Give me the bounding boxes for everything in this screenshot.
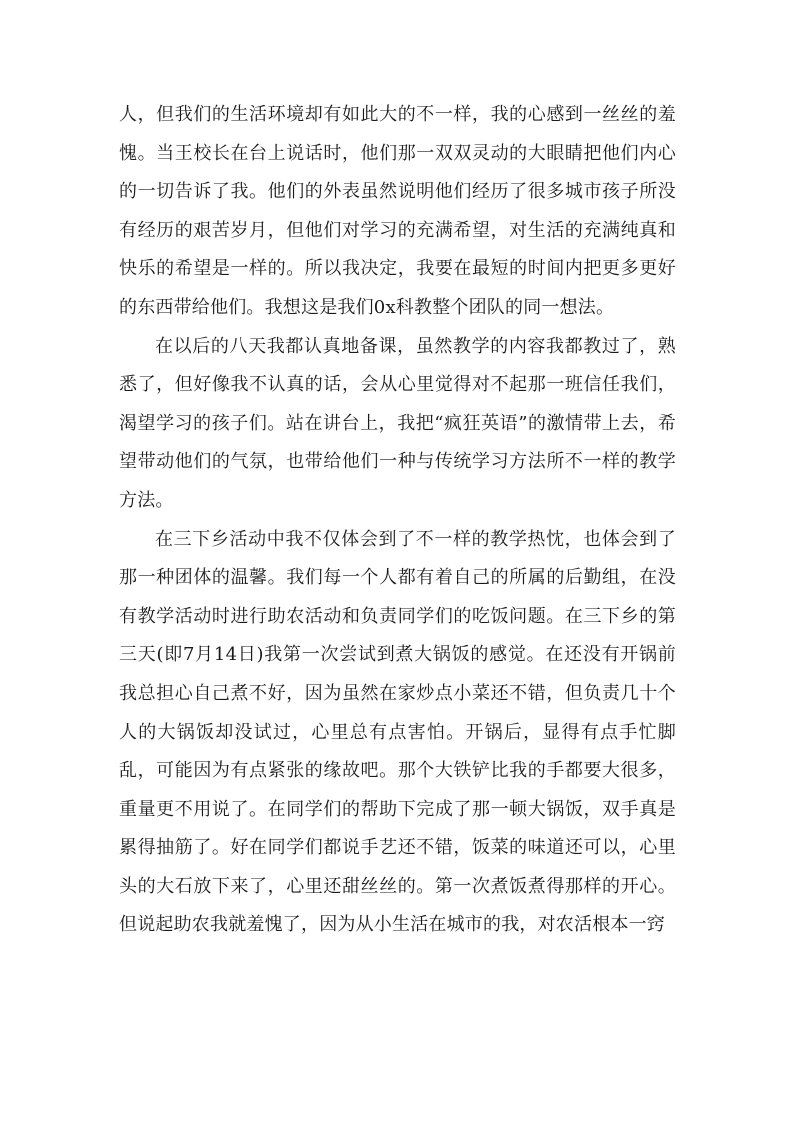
paragraph-1: 人，但我们的生活环境却有如此大的不一样，我的心感到一丝丝的羞愧。当王校长在台上说话时，他们那一双双灵动的大眼睛把他们内心的一切告诉了我。他们的外表虽然说明他们经历了很多城市孩子所没有经历的艰苦岁月，但他们对学习的充满希望，对生活的充满纯真和快乐的希望是一样的。所以我决定，我要在最短的时间内把更多更好的东西带给他们。我想这是我们0x科教整个团队的同一想法。 bbox=[119, 104, 676, 318]
paragraph-2: 在以后的八天我都认真地备课，虽然教学的内容我都教过了，熟悉了，但好像我不认真的话，会从心里觉得对不起那一班信任我们，渴望学习的孩子们。站在讲台上，我把“疯狂英语”的激情带上去，希望带动他们的气氛，也带给他们一种与传统学习方法所不一样的教学方法。 bbox=[119, 335, 676, 511]
paragraph-3: 在三下乡活动中我不仅体会到了不一样的教学热忱，也体会到了那一种团体的温馨。我们每一个人都有着自己的所属的后勤组，在没有教学活动时进行助农活动和负责同学们的吃饭问题。在三下乡的第三天(即7月14日)我第一次尝试到煮大锅饭的感觉。在还没有开锅前我总担心自己煮不好，因为虽然在家炒点小菜还不错，但负责几十个人的大锅饭却没试过，心里总有点害怕。开锅后，显得有点手忙脚乱，可能因为有点紧张的缘故吧。那个大铁铲比我的手都要大很多，重量更不用说了。在同学们的帮助下完成了那一顿大锅饭，双手真是累得抽筋了。好在同学们都说手艺还不错，饭菜的味道还可以，心里头的大石放下来了，心里还甜丝丝的。第一次煮饭煮得那样的开心。但说起助农我就羞愧了，因为从小生活在城市的我，对农活根本一窍 bbox=[119, 528, 676, 936]
body-text bbox=[119, 96, 676, 945]
